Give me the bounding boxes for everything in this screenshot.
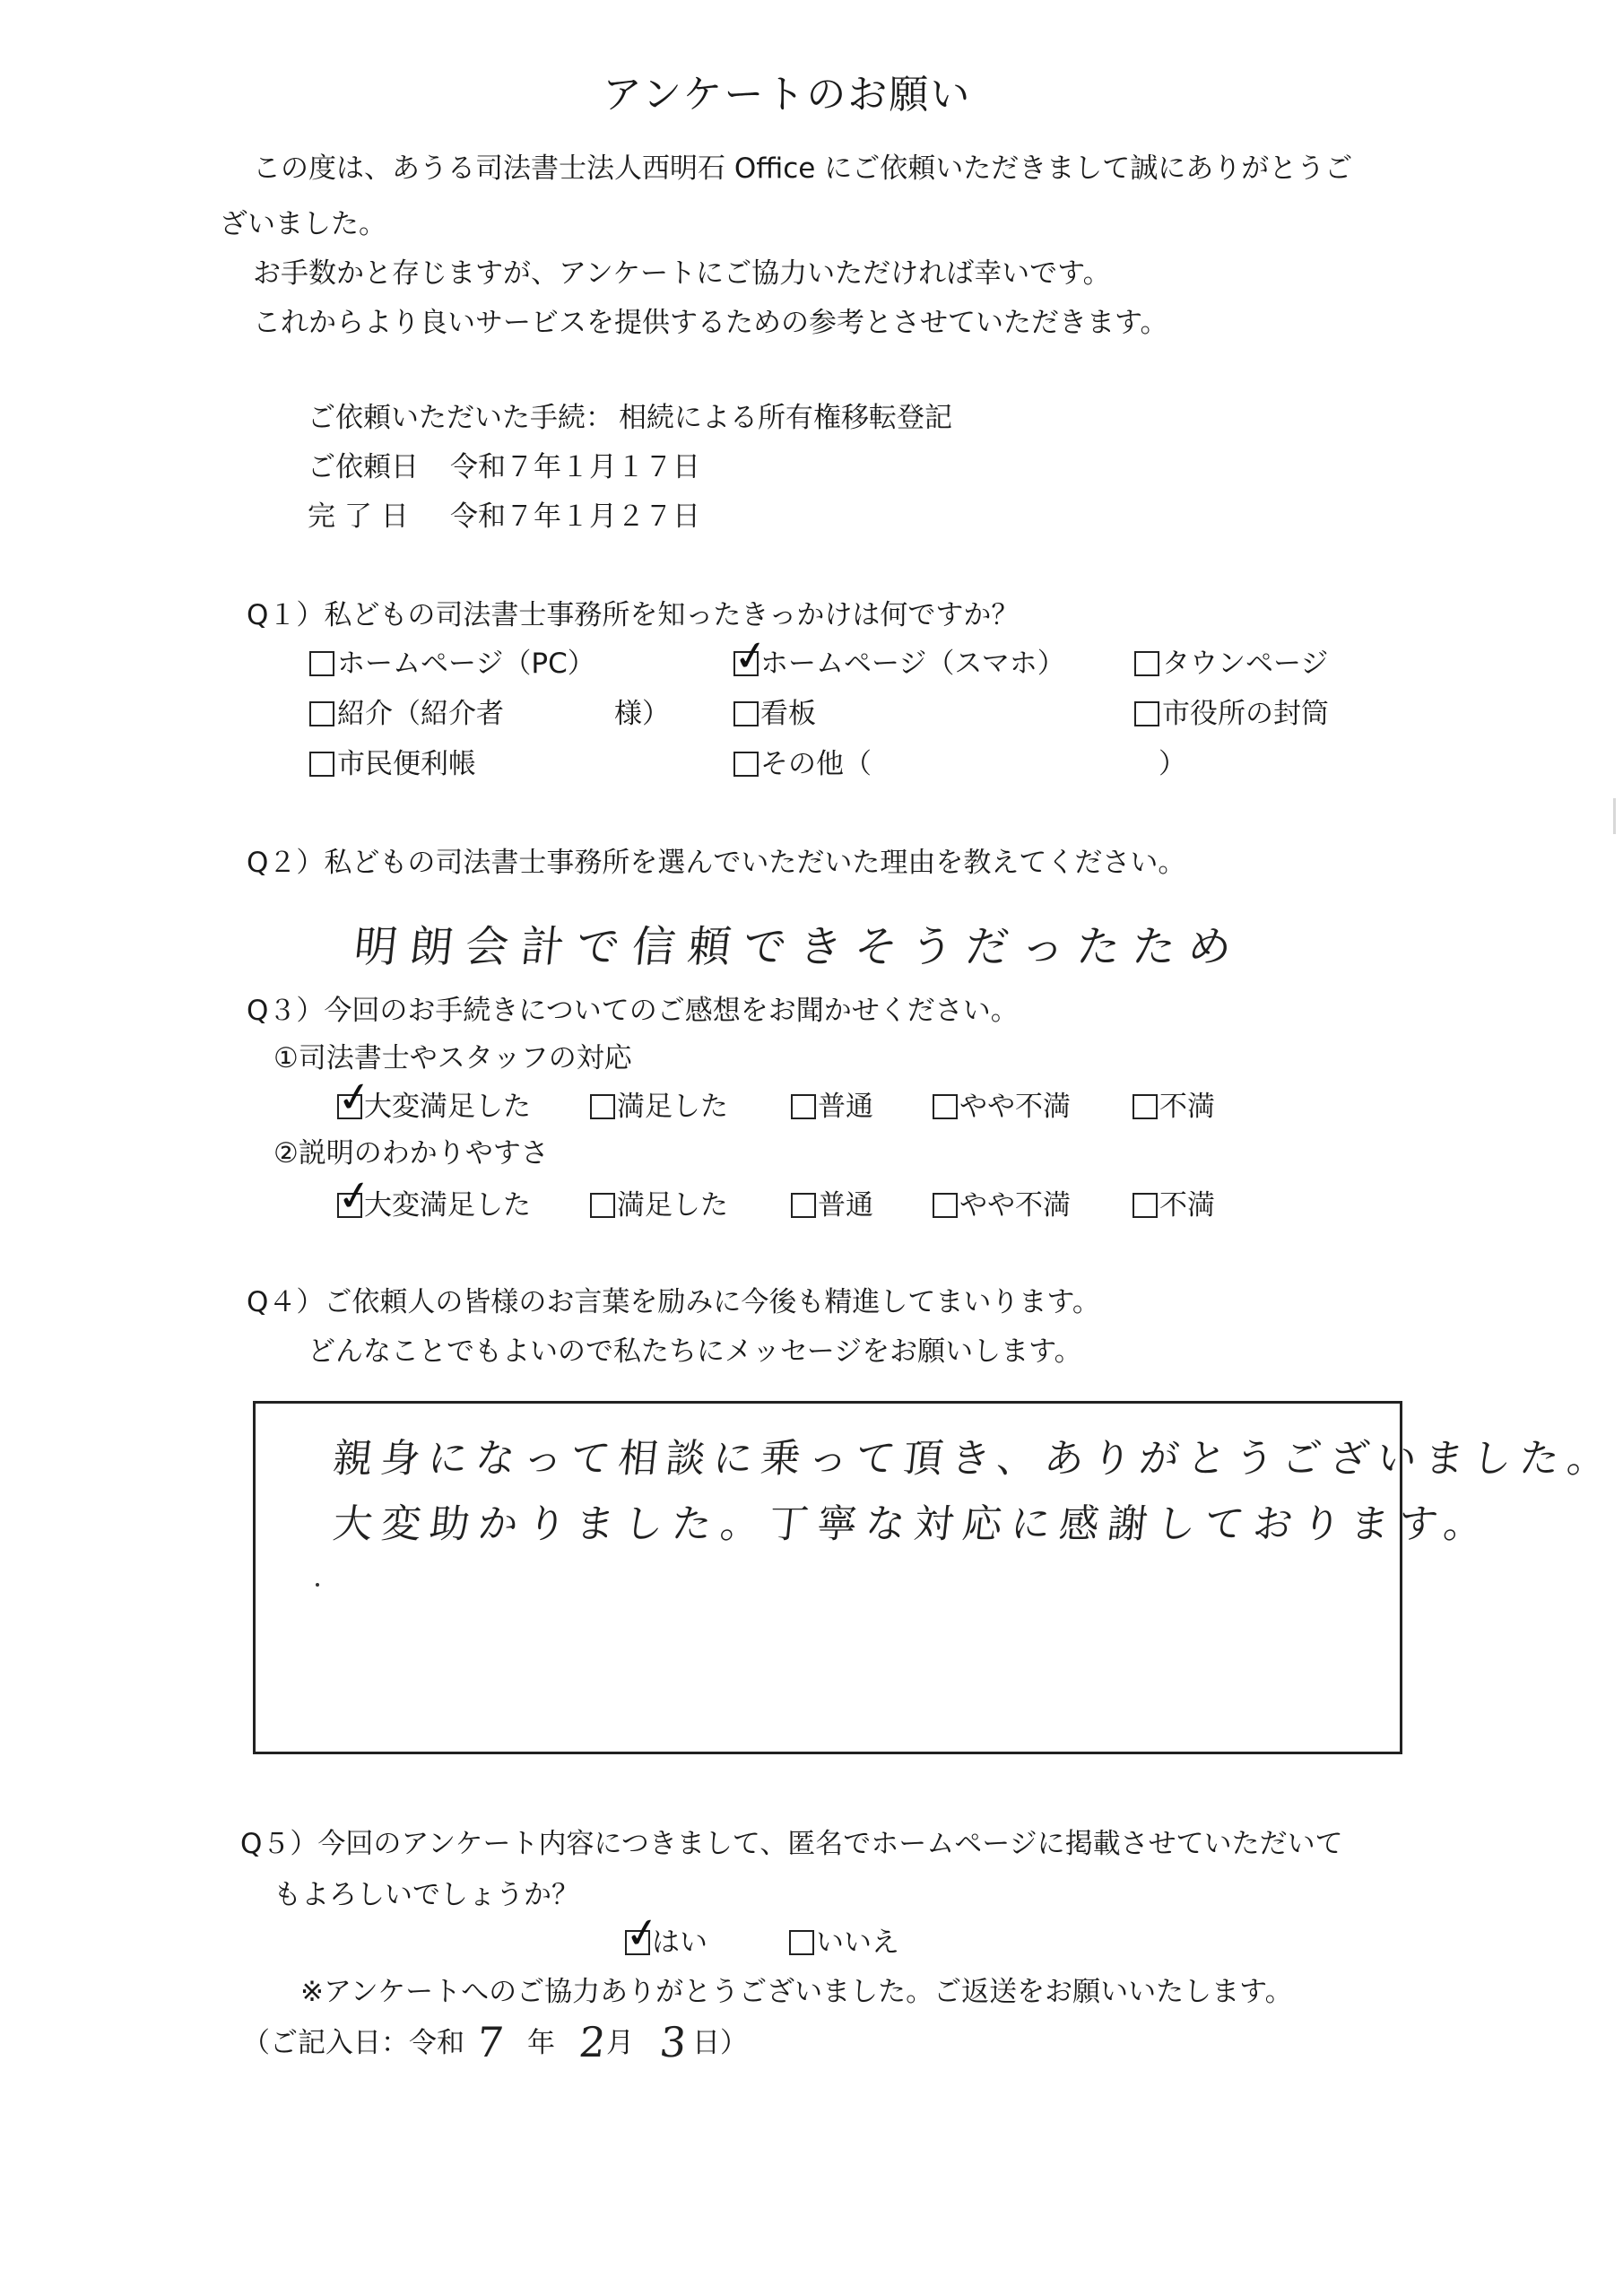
intro-line-3: お手数かと存じますが、アンケートにご協力いただければ幸いです。 (253, 257, 1111, 290)
q1-hp-sp-label: ホームページ（スマホ） (760, 648, 1065, 680)
q1-other-close: ） (1159, 748, 1186, 780)
q3-sub2-title: ②説明のわかりやすさ (273, 1137, 549, 1170)
q3-sub1-check-mark: ✓ (334, 1070, 376, 1124)
entry-date-day: 3 (657, 2018, 690, 2066)
procedure-value: 相続による所有権移転登記 (619, 402, 952, 434)
q1-hp-pc-label: ホームページ（PC） (337, 648, 595, 680)
request-date-value: 令和７年１月１７日 (450, 451, 700, 483)
q1-intro-checkbox[interactable] (309, 701, 334, 726)
q3-sub1-title: ①司法書士やスタッフの対応 (273, 1042, 632, 1074)
q3-sub2-dissatisfied-checkbox[interactable] (1133, 1193, 1158, 1218)
q3-sub1-opt-4: やや不満 (959, 1091, 1071, 1123)
intro-line-4: これからより良いサービスを提供するための参考とさせていただきます。 (253, 307, 1168, 339)
q1-signboard-label: 看板 (760, 698, 816, 730)
stray-ink-dot (316, 1583, 319, 1587)
complete-date-label: 完 了 日 (308, 500, 409, 533)
intro-line-2: ざいました。 (220, 208, 386, 240)
q1-town-label: タウンページ (1162, 648, 1329, 680)
q1-citizen-checkbox[interactable] (309, 752, 334, 777)
complete-date-value: 令和７年１月２７日 (450, 500, 700, 533)
q3-sub2-opt-2: 満足した (617, 1189, 728, 1222)
q3-sub2-opt-1: 大変満足した (364, 1189, 531, 1222)
q1-intro-suffix: 様） (614, 698, 670, 730)
q2-handwritten-answer: 明朗会計で信頼できそうだったため (352, 922, 1246, 972)
q5-no-label: いいえ (816, 1926, 899, 1959)
q3-sub2-slightly-dissatisfied-checkbox[interactable] (933, 1193, 958, 1218)
q3-sub1-opt-2: 満足した (617, 1091, 728, 1123)
q1-other-label: その他（ (760, 748, 872, 780)
request-date-label: ご依頼日 (308, 451, 419, 483)
q1-signboard-checkbox[interactable] (733, 701, 759, 726)
q3-question: Q３）今回のお手続きについてのご感想をお聞かせください。 (247, 995, 1019, 1027)
q3-sub2-opt-5: 不満 (1159, 1189, 1215, 1222)
q5-question-line-1: Q５）今回のアンケート内容につきまして、匿名でホームページに掲載させていただいて (240, 1828, 1343, 1860)
q1-hp-sp-check-mark: ✓ (730, 629, 772, 683)
q5-question-line-2: もよろしいでしょうか？ (273, 1879, 579, 1911)
q3-sub2-check-mark: ✓ (334, 1169, 376, 1222)
q3-sub2-opt-3: 普通 (818, 1189, 873, 1222)
q2-question: Q２）私どもの司法書士事務所を選んでいただいた理由を教えてください。 (247, 847, 1186, 879)
q1-intro-label: 紹介（紹介者 (337, 698, 504, 730)
entry-date-month-unit: 月 (606, 2027, 634, 2059)
q5-no-checkbox[interactable] (789, 1930, 814, 1955)
q4-message-line-1: 親身になって相談に乗って頂き、ありがとうございました。 (330, 1436, 1618, 1482)
q4-message-line-2: 大変助かりました。丁寧な対応に感謝しております。 (330, 1501, 1495, 1547)
q1-citizen-label: 市民便利帳 (337, 748, 476, 780)
q3-sub1-normal-checkbox[interactable] (791, 1094, 816, 1119)
intro-line-1: この度は、あうる司法書士法人西明石 Office にご依頼いただきまして誠にありがとうご (253, 152, 1353, 185)
q1-question: Q１）私どもの司法書士事務所を知ったきっかけは何ですか？ (247, 599, 1020, 631)
q1-cityhall-checkbox[interactable] (1134, 701, 1159, 726)
q1-cityhall-label: 市役所の封筒 (1162, 698, 1329, 730)
q1-hp-pc-checkbox[interactable] (309, 651, 334, 676)
q3-sub2-satisfied-checkbox[interactable] (590, 1193, 615, 1218)
q5-yes-label: はい (652, 1926, 707, 1959)
q1-other-checkbox[interactable] (733, 752, 759, 777)
q1-town-checkbox[interactable] (1134, 651, 1159, 676)
q3-sub1-dissatisfied-checkbox[interactable] (1133, 1094, 1158, 1119)
q4-question-line-2: どんなことでもよいので私たちにメッセージをお願いします。 (308, 1335, 1082, 1368)
entry-date-month: 2 (577, 2018, 609, 2066)
q3-sub1-satisfied-checkbox[interactable] (590, 1094, 615, 1119)
q3-sub2-normal-checkbox[interactable] (791, 1193, 816, 1218)
q4-question-line-1: Q４）ご依頼人の皆様のお言葉を励みに今後も精進してまいります。 (247, 1286, 1100, 1318)
entry-date-prefix: （ご記入日：令和 (242, 2027, 464, 2059)
q3-sub1-slightly-dissatisfied-checkbox[interactable] (933, 1094, 958, 1119)
footer-thanks: ※アンケートへのご協力ありがとうございました。ご返送をお願いいたします。 (300, 1976, 1293, 2008)
q3-sub1-opt-5: 不満 (1159, 1091, 1215, 1123)
entry-date-day-unit: 日） (692, 2027, 748, 2059)
page-title: アンケートのお願い (603, 72, 972, 117)
q5-yes-check-mark: ✓ (621, 1906, 664, 1960)
procedure-label: ご依頼いただいた手続： (308, 402, 613, 434)
entry-date-year-unit: 年 (527, 2027, 555, 2059)
q3-sub1-opt-1: 大変満足した (364, 1091, 531, 1123)
q3-sub2-opt-4: やや不満 (959, 1189, 1071, 1222)
entry-date-year: 7 (474, 2018, 507, 2066)
scan-edge-mark (1613, 798, 1616, 834)
q3-sub1-opt-3: 普通 (818, 1091, 873, 1123)
